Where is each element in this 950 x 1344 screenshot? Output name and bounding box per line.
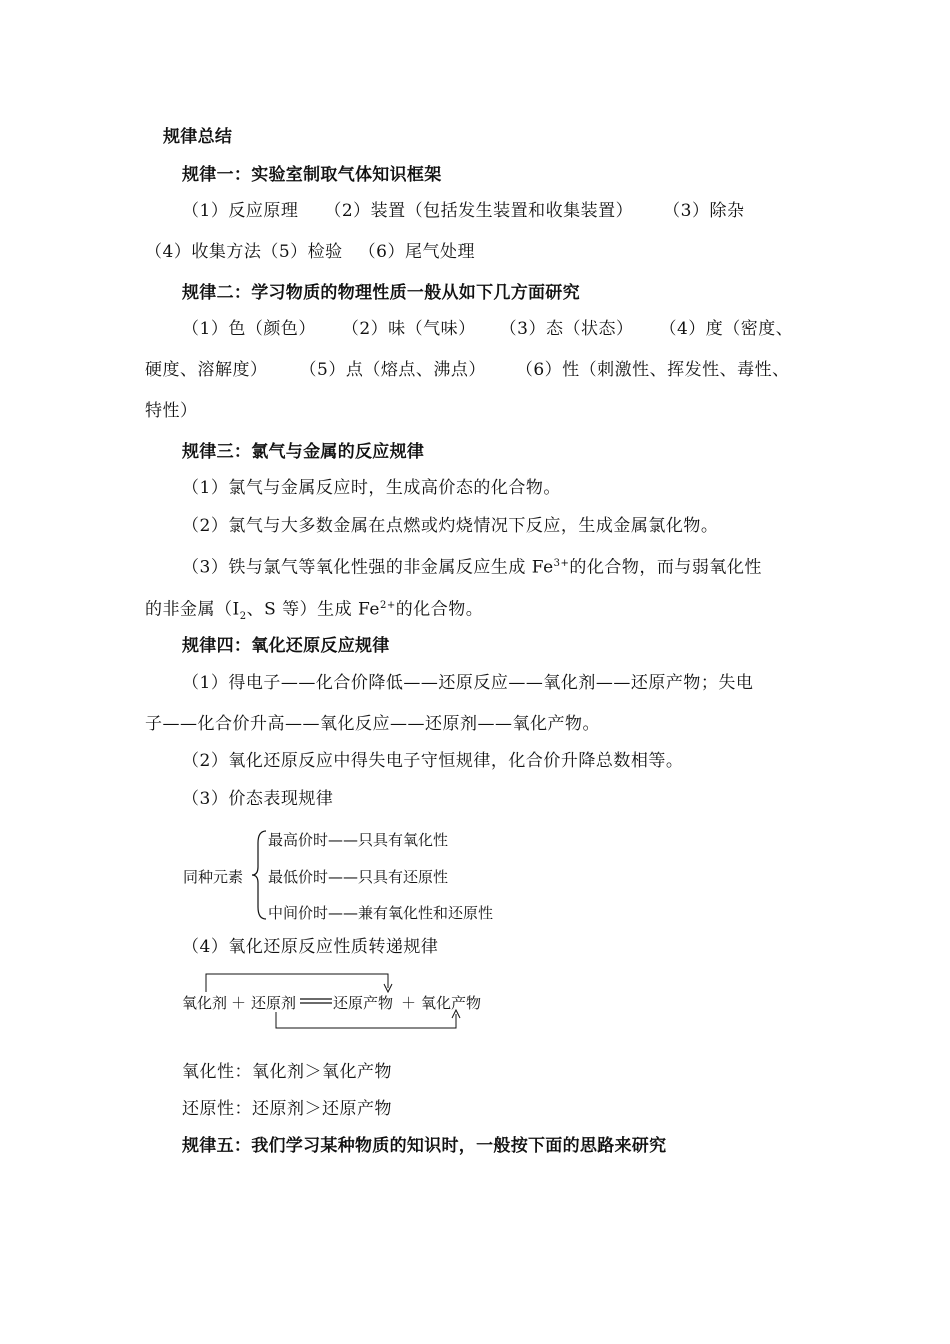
- valence-branch-highest: 最高价时——只具有氧化性: [268, 831, 449, 849]
- valence-root: 同种元素: [183, 868, 244, 886]
- eq-plus-2: ＋: [401, 994, 417, 1012]
- rule3-item3b-text: 的非金属（I: [145, 599, 240, 620]
- eq-reductant: 还原剂: [251, 994, 297, 1012]
- rule3-title: 规律三：氯气与金属的反应规律: [182, 442, 425, 462]
- rule4-item1b: 子——化合价升高——氧化反应——还原剂——氧化产物。: [145, 714, 600, 734]
- eq-oxidant: 氧化剂: [182, 994, 228, 1012]
- rule1-item6: （6）尾气处理: [358, 242, 475, 262]
- rule1-item4: （4）收集方法: [145, 242, 262, 262]
- rule2-item6b: 特性）: [145, 401, 198, 421]
- rule5-title: 规律五：我们学习某种物质的知识时，一般按下面的思路来研究: [182, 1136, 667, 1156]
- rule2-line1: [182, 318, 793, 340]
- rule4-item1a: （1）得电子——化合价降低——还原反应——氧化剂——还原产物；失电: [182, 673, 754, 693]
- rule2-item3: （3）态（状态）: [499, 319, 634, 339]
- rule3-item3-text: （3）铁与氯气等氧化性强的非金属反应生成 Fe: [182, 557, 554, 578]
- fe2-charge: 2+: [379, 600, 396, 611]
- rule3-item3b-end: 的化合物。: [395, 599, 484, 620]
- eq-oxidation-product: 氧化产物: [421, 994, 482, 1012]
- rule3-line3: [182, 553, 762, 579]
- rule3-item2: （2）氯气与大多数金属在点燃或灼烧情况下反应，生成金属氯化物。: [182, 516, 719, 536]
- rule2-item6a: （6）性（刺激性、挥发性、毒性、: [515, 360, 790, 380]
- eq-plus-1: ＋: [231, 994, 247, 1012]
- eq-reduction-product: 还原产物: [333, 994, 394, 1012]
- rule1-item2: （2）装置（包括发生装置和收集装置）: [324, 201, 634, 221]
- rule2-item1: （1）色（颜色）: [182, 319, 316, 339]
- oxidizing-comparison: 氧化性：氧化剂＞氧化产物: [182, 1062, 392, 1082]
- rule4-title: 规律四：氧化还原反应规律: [182, 636, 390, 656]
- rule3-item1: （1）氯气与金属反应时，生成高价态的化合物。: [182, 478, 561, 498]
- rule1-item3: （3）除杂: [663, 201, 745, 221]
- rule3-item3-text-end: 的化合物，而与弱氧化性: [569, 557, 762, 578]
- rule1-line2: [145, 241, 475, 263]
- valence-diagram: [180, 825, 540, 925]
- rule2-title: 规律二：学习物质的物理性质一般从如下几方面研究: [182, 283, 580, 303]
- rule1-line1: [182, 200, 744, 222]
- rule1-title: 规律一：实验室制取气体知识框架: [182, 165, 442, 185]
- rule2-item4b: 硬度、溶解度）: [145, 360, 268, 380]
- rule4-item3: （3）价态表现规律: [182, 789, 334, 809]
- summary-title: 规律总结: [163, 127, 233, 147]
- rule2-item4a: （4）度（密度、: [659, 319, 794, 339]
- rule2-item5: （5）点（熔点、沸点）: [299, 360, 486, 380]
- valence-branch-lowest: 最低价时——只具有还原性: [268, 868, 449, 886]
- valence-branch-middle: 中间价时——兼有氧化性和还原性: [268, 904, 494, 922]
- brace-icon: [250, 827, 270, 923]
- fe3-charge: 3+: [553, 558, 570, 569]
- rule2-item2: （2）味（气味）: [341, 319, 476, 339]
- rule4-item2: （2）氧化还原反应中得失电子守恒规律，化合价升降总数相等。: [182, 751, 684, 771]
- rule2-line2: [145, 359, 790, 381]
- rule1-item1: （1）反应原理: [182, 201, 299, 221]
- i2-subscript: 2: [239, 611, 247, 623]
- rule1-item5: （5）检验: [261, 242, 343, 262]
- rule4-item4: （4）氧化还原反应性质转递规律: [182, 937, 439, 957]
- transfer-diagram: [180, 970, 510, 1040]
- reducing-comparison: 还原性：还原剂＞还原产物: [182, 1099, 392, 1119]
- rule3-item3b-mid: 、S 等）生成 Fe: [246, 599, 380, 620]
- rule3-line4: [145, 595, 483, 628]
